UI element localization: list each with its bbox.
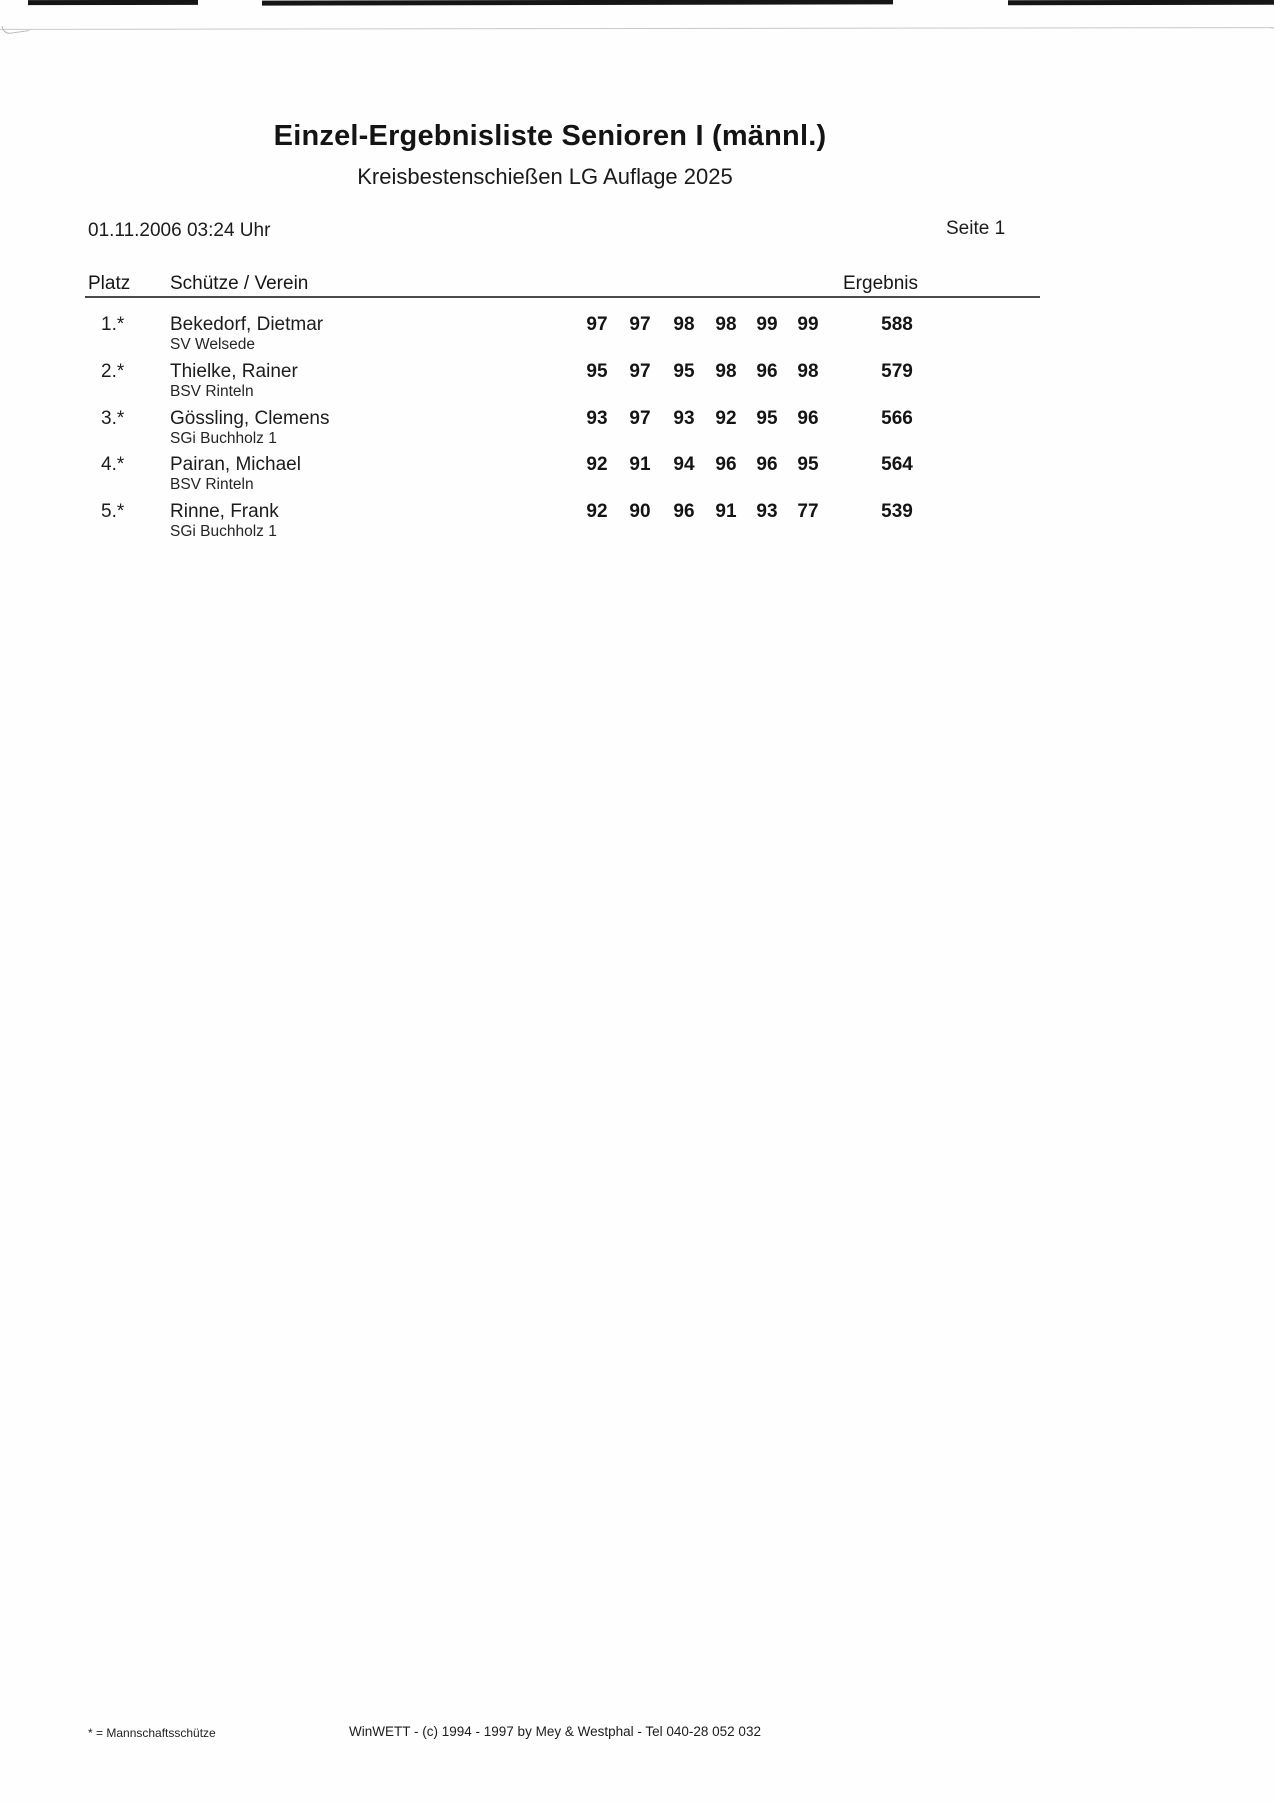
total-score: 566 bbox=[881, 407, 913, 429]
software-copyright: WinWETT - (c) 1994 - 1997 by Mey & Westphal - Tel 040-28 052 032 bbox=[349, 1724, 761, 1739]
shooter-name: Pairan, Michael bbox=[170, 454, 301, 476]
series-score: 93 bbox=[586, 407, 608, 429]
series-score: 95 bbox=[756, 407, 778, 429]
rank-cell: 1.* bbox=[101, 314, 125, 335]
club-name: SV Welsede bbox=[170, 336, 256, 353]
print-datetime: 01.11.2006 03:24 Uhr bbox=[88, 220, 271, 241]
series-score: 98 bbox=[715, 314, 737, 335]
series-score: 98 bbox=[797, 360, 819, 382]
total-score: 564 bbox=[881, 454, 913, 476]
scan-artifact-line bbox=[0, 27, 1274, 30]
series-score: 95 bbox=[586, 360, 608, 382]
club-name: SGi Buchholz 1 bbox=[170, 429, 277, 447]
series-score: 99 bbox=[797, 314, 819, 335]
scan-artifact-top bbox=[1008, 0, 1274, 5]
series-score: 90 bbox=[629, 501, 651, 522]
club-name: BSV Rinteln bbox=[170, 382, 254, 400]
result-row bbox=[0, 361, 1274, 405]
result-row bbox=[0, 314, 1274, 358]
club-name: SGi Buchholz 1 bbox=[170, 523, 277, 540]
rank-cell: 2.* bbox=[101, 360, 125, 382]
series-score: 96 bbox=[673, 501, 695, 522]
series-score: 96 bbox=[756, 360, 778, 382]
column-header-ergebnis: Ergebnis bbox=[843, 273, 918, 294]
shooter-name: Thielke, Rainer bbox=[170, 360, 298, 382]
rank-cell: 3.* bbox=[101, 407, 125, 429]
footnote-legend: * = Mannschaftsschütze bbox=[88, 1726, 216, 1740]
total-score: 588 bbox=[881, 314, 913, 335]
shooter-name: Bekedorf, Dietmar bbox=[170, 314, 324, 335]
shooter-name: Gössling, Clemens bbox=[170, 407, 330, 429]
series-score: 94 bbox=[673, 454, 695, 476]
table-header-rule bbox=[85, 296, 1040, 298]
page-subtitle: Kreisbestenschießen LG Auflage 2025 bbox=[357, 164, 733, 189]
page-number: Seite 1 bbox=[946, 218, 1006, 239]
scan-artifact-hook bbox=[2, 22, 30, 35]
series-score: 96 bbox=[715, 454, 737, 476]
series-score: 93 bbox=[756, 501, 778, 522]
rank-cell: 4.* bbox=[101, 454, 125, 476]
series-score: 77 bbox=[797, 501, 819, 522]
result-row bbox=[0, 454, 1274, 498]
result-row bbox=[0, 408, 1274, 452]
scan-artifact-top bbox=[262, 0, 893, 6]
series-score: 91 bbox=[629, 454, 651, 476]
total-score: 579 bbox=[881, 360, 913, 382]
series-score: 97 bbox=[629, 314, 651, 335]
series-score: 95 bbox=[797, 454, 819, 476]
series-score: 98 bbox=[715, 360, 737, 382]
rank-cell: 5.* bbox=[101, 501, 125, 522]
series-score: 93 bbox=[673, 407, 695, 429]
scan-artifact-top bbox=[28, 0, 198, 5]
series-score: 92 bbox=[586, 454, 608, 476]
column-header-schuetze-verein: Schütze / Verein bbox=[170, 273, 309, 294]
series-score: 95 bbox=[673, 360, 695, 382]
series-score: 92 bbox=[715, 407, 737, 429]
series-score: 97 bbox=[629, 407, 651, 429]
series-score: 96 bbox=[756, 454, 778, 476]
series-score: 96 bbox=[797, 407, 819, 429]
club-name: BSV Rinteln bbox=[170, 476, 254, 494]
column-header-platz: Platz bbox=[88, 273, 131, 294]
series-score: 97 bbox=[586, 314, 608, 335]
result-row bbox=[0, 501, 1274, 545]
total-score: 539 bbox=[881, 501, 913, 522]
series-score: 98 bbox=[673, 314, 695, 335]
series-score: 99 bbox=[756, 314, 778, 335]
page-title: Einzel-Ergebnisliste Senioren I (männl.) bbox=[273, 120, 827, 152]
series-score: 91 bbox=[715, 501, 737, 522]
series-score: 92 bbox=[586, 501, 608, 522]
shooter-name: Rinne, Frank bbox=[170, 501, 279, 522]
series-score: 97 bbox=[629, 360, 651, 382]
